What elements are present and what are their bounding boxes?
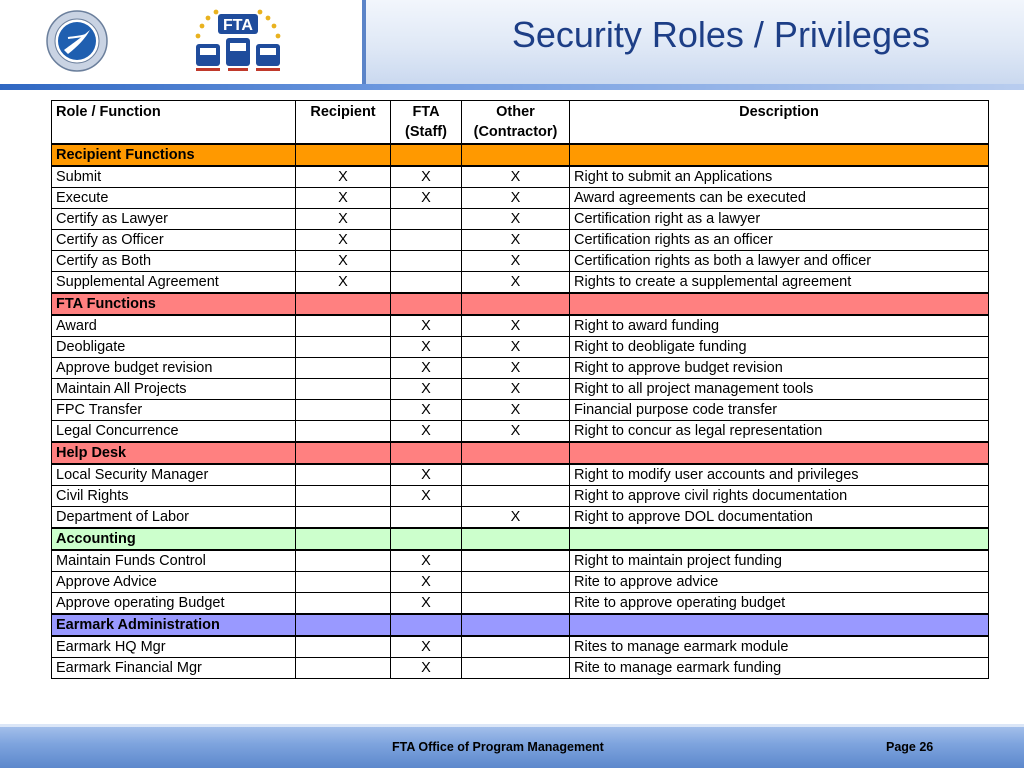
recipient-cell — [296, 399, 391, 420]
description-cell: Right to approve civil rights documentation — [570, 485, 989, 506]
fta-staff-cell: X — [391, 571, 462, 592]
section-title: FTA Functions — [52, 293, 296, 315]
recipient-cell — [296, 485, 391, 506]
fta-staff-cell: X — [391, 315, 462, 337]
recipient-cell — [296, 357, 391, 378]
recipient-cell: X — [296, 271, 391, 293]
table-row — [52, 378, 989, 399]
section-fill-cell — [391, 144, 462, 166]
table-row — [52, 592, 989, 614]
description-cell: Certification rights as both a lawyer and officer — [570, 250, 989, 271]
recipient-cell: X — [296, 229, 391, 250]
table-row — [52, 485, 989, 506]
column-header-fta: FTA (Staff) — [391, 101, 462, 144]
fta-staff-cell: X — [391, 336, 462, 357]
section-title: Accounting — [52, 528, 296, 550]
table-body — [52, 144, 989, 679]
table-header-row — [52, 101, 989, 144]
role-cell: FPC Transfer — [52, 399, 296, 420]
other-contractor-cell — [462, 571, 570, 592]
table-row — [52, 271, 989, 293]
section-fill-cell — [296, 442, 391, 464]
fta-staff-cell — [391, 506, 462, 528]
recipient-cell — [296, 657, 391, 678]
column-header-description: Description — [570, 101, 989, 144]
role-cell: Award — [52, 315, 296, 337]
role-cell: Approve budget revision — [52, 357, 296, 378]
footer-office: FTA Office of Program Management — [392, 740, 604, 754]
table-row — [52, 187, 989, 208]
other-contractor-cell: X — [462, 271, 570, 293]
role-cell: Civil Rights — [52, 485, 296, 506]
role-cell: Maintain Funds Control — [52, 550, 296, 572]
other-contractor-cell: X — [462, 336, 570, 357]
recipient-cell — [296, 571, 391, 592]
section-fill-cell — [391, 614, 462, 636]
fta-staff-cell: X — [391, 550, 462, 572]
section-fill-cell — [462, 528, 570, 550]
other-contractor-cell — [462, 464, 570, 486]
section-fill-cell — [462, 442, 570, 464]
table-row — [52, 250, 989, 271]
section-fill-cell — [462, 293, 570, 315]
role-cell: Execute — [52, 187, 296, 208]
section-title: Earmark Administration — [52, 614, 296, 636]
description-cell: Certification rights as an officer — [570, 229, 989, 250]
description-cell: Right to award funding — [570, 315, 989, 337]
section-fill-cell — [570, 442, 989, 464]
table-row — [52, 636, 989, 658]
section-fill-cell — [570, 614, 989, 636]
slide-footer — [0, 724, 1024, 768]
recipient-cell — [296, 550, 391, 572]
description-cell: Rites to manage earmark module — [570, 636, 989, 658]
page-title: Security Roles / Privileges — [511, 14, 930, 55]
role-cell: Earmark Financial Mgr — [52, 657, 296, 678]
table-row — [52, 464, 989, 486]
description-cell: Rite to manage earmark funding — [570, 657, 989, 678]
fta-staff-cell: X — [391, 357, 462, 378]
role-cell: Department of Labor — [52, 506, 296, 528]
role-cell: Deobligate — [52, 336, 296, 357]
description-cell: Right to deobligate funding — [570, 336, 989, 357]
section-fill-cell — [570, 528, 989, 550]
recipient-cell: X — [296, 187, 391, 208]
recipient-cell: X — [296, 208, 391, 229]
table-row — [52, 229, 989, 250]
table-row — [52, 506, 989, 528]
table-row — [52, 550, 989, 572]
role-cell: Certify as Officer — [52, 229, 296, 250]
other-contractor-cell: X — [462, 315, 570, 337]
other-contractor-cell: X — [462, 187, 570, 208]
section-fill-cell — [296, 614, 391, 636]
other-contractor-cell: X — [462, 506, 570, 528]
recipient-cell: X — [296, 166, 391, 188]
section-row — [52, 528, 989, 550]
recipient-cell — [296, 464, 391, 486]
recipient-cell — [296, 592, 391, 614]
fta-staff-cell: X — [391, 166, 462, 188]
other-contractor-cell — [462, 550, 570, 572]
fta-staff-cell: X — [391, 464, 462, 486]
fta-logo — [188, 6, 288, 76]
description-cell: Right to all project management tools — [570, 378, 989, 399]
fta-staff-cell: X — [391, 485, 462, 506]
fta-staff-cell: X — [391, 420, 462, 442]
fta-staff-cell: X — [391, 399, 462, 420]
recipient-cell — [296, 378, 391, 399]
recipient-cell: X — [296, 250, 391, 271]
section-fill-cell — [296, 144, 391, 166]
table-row — [52, 208, 989, 229]
description-cell: Right to concur as legal representation — [570, 420, 989, 442]
fta-staff-cell: X — [391, 378, 462, 399]
dot-seal-logo — [46, 10, 108, 72]
description-cell: Right to maintain project funding — [570, 550, 989, 572]
table-row — [52, 166, 989, 188]
description-cell: Financial purpose code transfer — [570, 399, 989, 420]
recipient-cell — [296, 506, 391, 528]
section-row — [52, 614, 989, 636]
other-contractor-cell: X — [462, 166, 570, 188]
role-cell: Maintain All Projects — [52, 378, 296, 399]
column-header-recipient: Recipient — [296, 101, 391, 144]
description-cell: Rite to approve advice — [570, 571, 989, 592]
role-cell: Local Security Manager — [52, 464, 296, 486]
fta-staff-cell: X — [391, 187, 462, 208]
role-cell: Legal Concurrence — [52, 420, 296, 442]
fta-logo-text: FTA — [223, 17, 253, 34]
section-fill-cell — [570, 144, 989, 166]
other-contractor-cell — [462, 485, 570, 506]
table-row — [52, 399, 989, 420]
column-header-other: Other (Contractor) — [462, 101, 570, 144]
table-row — [52, 315, 989, 337]
role-cell: Supplemental Agreement — [52, 271, 296, 293]
other-contractor-cell — [462, 592, 570, 614]
section-fill-cell — [296, 293, 391, 315]
description-cell: Right to submit an Applications — [570, 166, 989, 188]
role-cell: Approve operating Budget — [52, 592, 296, 614]
description-cell: Award agreements can be executed — [570, 187, 989, 208]
recipient-cell — [296, 336, 391, 357]
page-number: Page 26 — [886, 740, 934, 754]
section-fill-cell — [391, 293, 462, 315]
fta-staff-cell — [391, 229, 462, 250]
table-row — [52, 657, 989, 678]
other-contractor-cell: X — [462, 250, 570, 271]
section-title: Recipient Functions — [52, 144, 296, 166]
recipient-cell — [296, 315, 391, 337]
fta-staff-cell — [391, 250, 462, 271]
other-contractor-cell — [462, 657, 570, 678]
table-row — [52, 571, 989, 592]
section-fill-cell — [570, 293, 989, 315]
section-fill-cell — [462, 144, 570, 166]
section-row — [52, 293, 989, 315]
section-fill-cell — [462, 614, 570, 636]
slide-header — [0, 0, 1024, 88]
column-header-role: Role / Function — [52, 101, 296, 144]
other-contractor-cell — [462, 636, 570, 658]
fta-staff-cell: X — [391, 657, 462, 678]
fta-staff-cell — [391, 271, 462, 293]
table-row — [52, 357, 989, 378]
section-fill-cell — [391, 528, 462, 550]
fta-staff-cell: X — [391, 636, 462, 658]
table-row — [52, 336, 989, 357]
description-cell: Right to approve budget revision — [570, 357, 989, 378]
table-row — [52, 420, 989, 442]
security-roles-table-wrap — [51, 100, 989, 679]
other-contractor-cell: X — [462, 357, 570, 378]
description-cell: Rite to approve operating budget — [570, 592, 989, 614]
description-cell: Right to modify user accounts and privileges — [570, 464, 989, 486]
fta-staff-cell: X — [391, 592, 462, 614]
role-cell: Approve Advice — [52, 571, 296, 592]
role-cell: Certify as Both — [52, 250, 296, 271]
section-fill-cell — [391, 442, 462, 464]
description-cell: Certification right as a lawyer — [570, 208, 989, 229]
role-cell: Certify as Lawyer — [52, 208, 296, 229]
other-contractor-cell: X — [462, 229, 570, 250]
description-cell: Right to approve DOL documentation — [570, 506, 989, 528]
other-contractor-cell: X — [462, 208, 570, 229]
footer-rule — [0, 724, 1024, 727]
other-contractor-cell: X — [462, 420, 570, 442]
other-contractor-cell: X — [462, 378, 570, 399]
section-row — [52, 144, 989, 166]
fta-staff-cell — [391, 208, 462, 229]
section-row — [52, 442, 989, 464]
header-rule — [0, 84, 1024, 90]
section-title: Help Desk — [52, 442, 296, 464]
role-cell: Submit — [52, 166, 296, 188]
recipient-cell — [296, 420, 391, 442]
description-cell: Rights to create a supplemental agreement — [570, 271, 989, 293]
security-roles-table — [51, 100, 989, 679]
section-fill-cell — [296, 528, 391, 550]
recipient-cell — [296, 636, 391, 658]
other-contractor-cell: X — [462, 399, 570, 420]
role-cell: Earmark HQ Mgr — [52, 636, 296, 658]
